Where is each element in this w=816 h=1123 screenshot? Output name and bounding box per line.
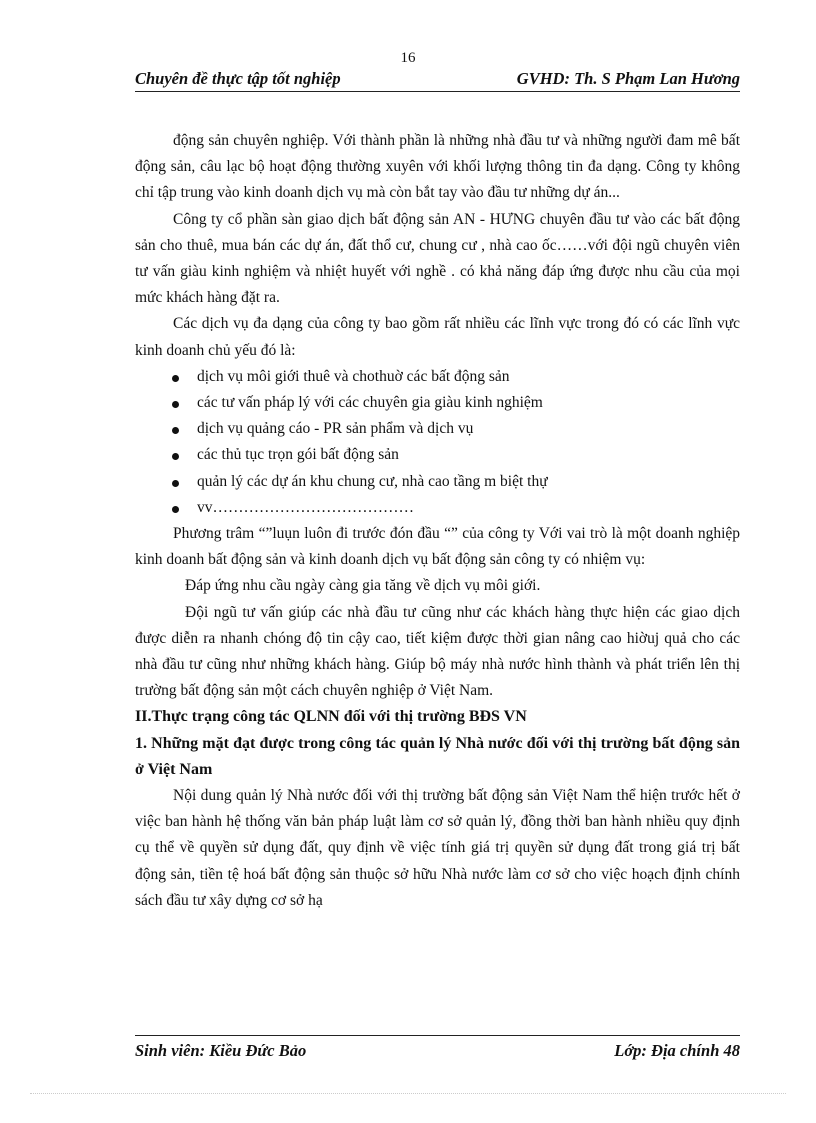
footer-class: Lớp: Địa chính 48 <box>614 1041 740 1060</box>
paragraph: động sản chuyên nghiệp. Với thành phần là những nhà đầu tư và những người đam mê bất động sản, câu lạc bộ hoạt động thường xuyên với khối lượng thông tin đa dạng. Công ty không chỉ tập trung vào kinh doanh dịch vụ mà còn bắt tay vào đầu tư những dự án... <box>135 132 740 202</box>
list-item <box>135 469 740 495</box>
paragraph: Phương trâm “”luụn luôn đi trước đón đầu “” của công ty Với vai trò là một doanh nghiệp kinh doanh bất động sản và kinh doanh dịch vụ bất động sản công ty có nhiệm vụ: <box>135 525 740 569</box>
list-item <box>135 442 740 468</box>
paragraph: Các dịch vụ đa dạng của công ty bao gồm rất nhiều các lĩnh vực trong đó có các lĩnh vực kinh doanh chủ yếu đó là: <box>135 315 740 359</box>
list-item <box>135 364 740 390</box>
list-item-text: các thủ tục trọn gói bất động sản <box>197 446 399 464</box>
bullet-icon <box>172 427 179 434</box>
services-list <box>135 364 740 521</box>
header-advisor: GVHD: Th. S Phạm Lan Hương <box>516 69 740 88</box>
bullet-icon <box>172 506 179 513</box>
section-heading: II.Thực trạng công tác QLNN đối với thị trường BĐS VN <box>135 708 527 726</box>
list-item-text: dịch vụ quảng cáo - PR sản phẩm và dịch vụ <box>197 420 474 438</box>
page-edge-divider <box>30 1093 786 1094</box>
list-item-text: vv………………………………… <box>197 498 414 516</box>
page-header <box>135 69 740 92</box>
subsection-heading: 1. Những mặt đạt được trong công tác quản lý Nhà nước đối với thị trường bất động sản ở Việt Nam <box>135 734 740 778</box>
list-item-text: dịch vụ môi giới thuê và chothuờ các bất động sản <box>197 367 510 385</box>
list-item <box>135 495 740 521</box>
list-item-text: các tư vấn pháp lý với các chuyên gia giàu kinh nghiệm <box>197 394 543 412</box>
page-number: 16 <box>400 50 416 66</box>
bullet-icon <box>172 480 179 487</box>
list-item <box>135 416 740 442</box>
document-body <box>135 128 740 914</box>
list-item <box>135 390 740 416</box>
page-footer <box>135 1035 740 1064</box>
bullet-icon <box>172 453 179 460</box>
bullet-icon <box>172 375 179 382</box>
list-item-text: quản lý các dự án khu chung cư, nhà cao tầng m biệt thự <box>197 472 548 490</box>
bullet-icon <box>172 401 179 408</box>
paragraph: Nội dung quản lý Nhà nước đối với thị trường bất động sản Việt Nam thể hiện trước hết ở việc ban hành hệ thống văn bản pháp luật làm cơ sở quản lý, đồng thời ban hành nhiều quy định cụ thể về quyền sử dụng đất, quy định về việc tính giá trị quyền sử dụng đất trong giá trị bất động sản, tiền tệ hoá bất động sản thuộc sở hữu Nhà nước làm cơ sở cho việc hoạch định chính sách đầu tư xây dựng cơ sở hạ <box>135 787 740 909</box>
paragraph: Đáp ứng nhu cầu ngày càng gia tăng về dịch vụ môi giới. <box>185 577 541 595</box>
paragraph: Công ty cổ phần sàn giao dịch bất động sản AN - HƯNG chuyên đầu tư vào các bất động sản cho thuê, mua bán các dự án, đất thổ cư, chung cư , nhà cao ốc……với đội ngũ chuyên viên tư vấn giàu kinh nghiệm và nhiệt huyết với nghề . có khả năng đáp ứng được nhu cầu của mọi mức khách hàng đặt ra. <box>135 210 740 307</box>
footer-student: Sinh viên: Kiều Đức Bảo <box>135 1041 307 1060</box>
paragraph: Đội ngũ tư vấn giúp các nhà đầu tư cũng như các khách hàng thực hiện các giao dịch được diễn ra nhanh chóng độ tin cậy cao, tiết kiệm được thời gian nâng cao hiờuj quả cho các nhà đầu tư cũng như những khách hàng. Giúp bộ máy nhà nước hình thành và phát triển lên thị trường bất động sản một cách chuyên nghiệp ở Việt Nam. <box>135 603 740 700</box>
header-title: Chuyên đề thực tập tốt nghiệp <box>135 69 341 88</box>
